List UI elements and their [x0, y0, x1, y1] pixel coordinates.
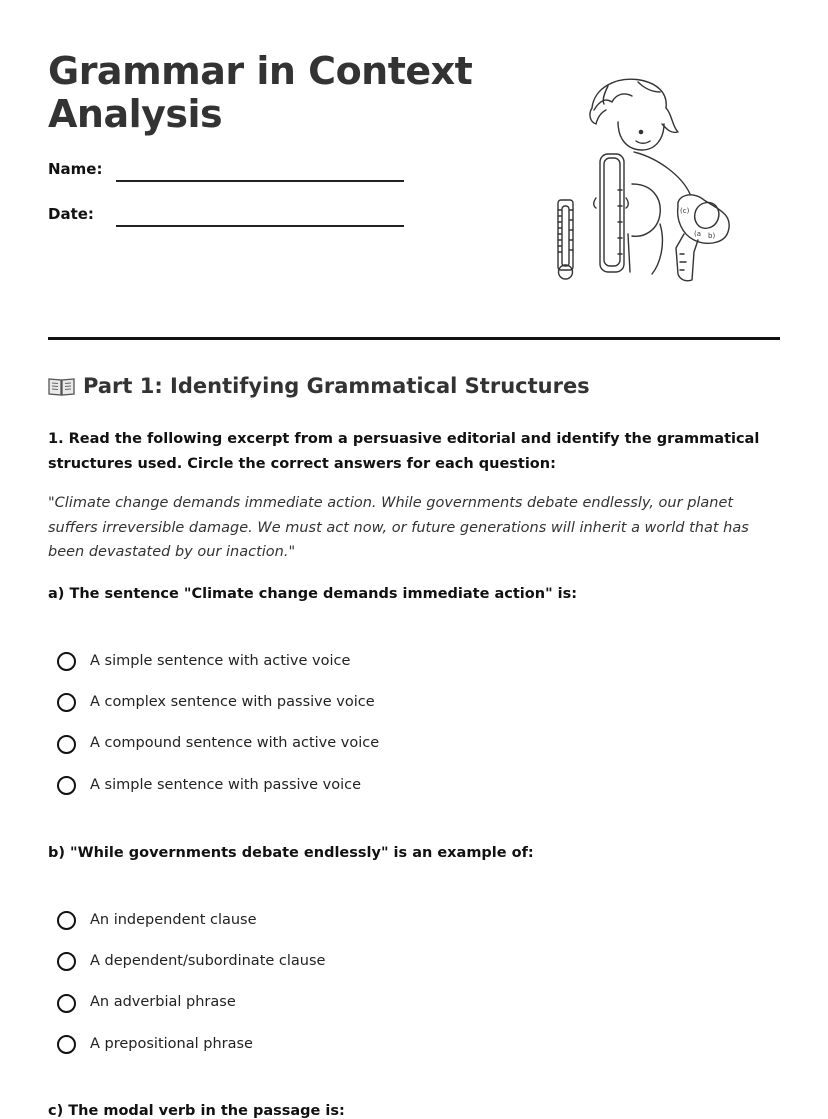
- radio-button[interactable]: [57, 952, 76, 971]
- option-label: A dependent/subordinate clause: [90, 952, 326, 969]
- option-label: A compound sentence with active voice: [90, 735, 380, 752]
- section-divider: [48, 337, 780, 340]
- title-line-2: Analysis: [48, 92, 223, 136]
- date-label: Date:: [48, 205, 94, 223]
- question-c-prompt: c) The modal verb in the passage is:: [48, 1103, 345, 1119]
- option-label: An independent clause: [90, 911, 257, 928]
- question-a-option-2[interactable]: [57, 681, 557, 722]
- question-a-options: [57, 640, 557, 805]
- tape-mark-b: b): [708, 232, 716, 240]
- question-b-option-2[interactable]: [57, 940, 557, 981]
- question-b-option-4[interactable]: [57, 1023, 557, 1064]
- date-field[interactable]: [48, 205, 408, 235]
- question-a-option-3[interactable]: [57, 723, 557, 764]
- option-label: A simple sentence with active voice: [90, 652, 351, 669]
- tape-mark-a: (a: [694, 230, 702, 238]
- question-a-option-1[interactable]: [57, 640, 557, 681]
- date-blank-line[interactable]: [116, 225, 404, 227]
- part1-heading: [48, 374, 590, 398]
- option-label: An adverbial phrase: [90, 994, 236, 1011]
- radio-button[interactable]: [57, 735, 76, 754]
- option-label: A complex sentence with passive voice: [90, 693, 375, 710]
- radio-button[interactable]: [57, 994, 76, 1013]
- radio-button[interactable]: [57, 1035, 76, 1054]
- worksheet-title: [48, 50, 472, 136]
- name-blank-line[interactable]: [116, 180, 404, 182]
- question-b-options: [57, 899, 557, 1064]
- radio-button[interactable]: [57, 693, 76, 712]
- editorial-excerpt: "Climate change demands immediate action. While governments debate endlessly, our planet suffers irreversible damage. We must act now, or future generations will inherit a world that has been devastated by our inaction.": [48, 495, 749, 560]
- radio-button[interactable]: [57, 776, 76, 795]
- part1-heading-text: Part 1: Identifying Grammatical Structures: [83, 374, 590, 398]
- book-icon: [48, 375, 75, 397]
- option-label: A prepositional phrase: [90, 1035, 253, 1052]
- radio-button[interactable]: [57, 652, 76, 671]
- child-with-thermometer-ruler-and-measuring-tape-illustration: [548, 74, 740, 290]
- question-a-prompt: a) The sentence "Climate change demands immediate action" is:: [48, 586, 578, 602]
- question-a-option-4[interactable]: [57, 764, 557, 805]
- name-field[interactable]: [48, 160, 408, 190]
- tape-mark-c: (c): [680, 207, 690, 215]
- name-label: Name:: [48, 160, 103, 178]
- question-1-prompt: 1. Read the following excerpt from a persuasive editorial and identify the grammatical structures used. Circle the correct answers for each question:: [48, 431, 760, 472]
- option-label: A simple sentence with passive voice: [90, 776, 362, 793]
- question-b-option-3[interactable]: [57, 982, 557, 1023]
- title-line-1: Grammar in Context: [48, 49, 473, 93]
- radio-button[interactable]: [57, 911, 76, 930]
- question-b-prompt: b) "While governments debate endlessly" is an example of:: [48, 845, 534, 861]
- question-b-option-1[interactable]: [57, 899, 557, 940]
